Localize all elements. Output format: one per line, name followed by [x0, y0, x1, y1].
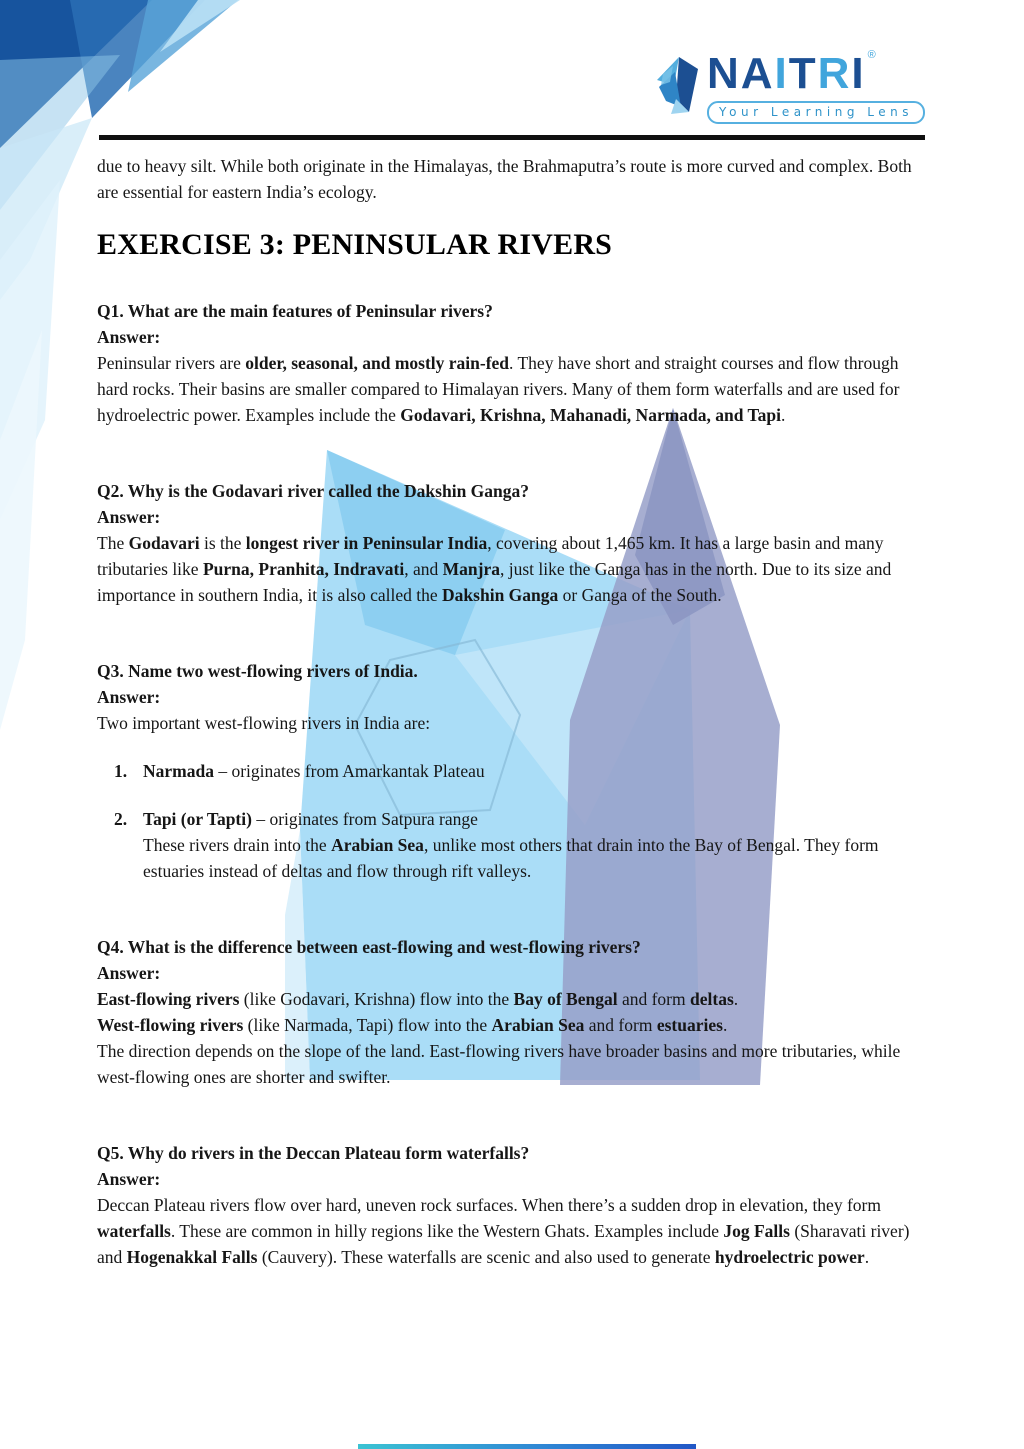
text-run: (Cauvery). These waterfalls are scenic and also used to generate — [257, 1247, 715, 1267]
text-run: , just like the Ganga has in the north. Due to its size and importance in southern India, it is also called the — [97, 559, 892, 605]
list-item-text — [143, 806, 927, 884]
bold-text-run: longest river in Peninsular India — [245, 533, 488, 553]
text-run: and form — [617, 989, 690, 1009]
text-run: Two important west-flowing rivers in India are: — [97, 713, 431, 733]
brand-logo — [99, 49, 925, 124]
question-heading: Q1. What are the main features of Peninsular rivers? — [97, 301, 493, 321]
bold-text-run: Bay of Bengal — [513, 989, 618, 1009]
bold-text-run: Godavari, Krishna, Mahanadi, Narmada, and Tapi — [400, 405, 781, 425]
bold-text-run: Arabian Sea — [491, 1015, 585, 1035]
header-divider-rule — [99, 135, 925, 140]
brand-text-block — [706, 49, 925, 124]
text-run: These rivers drain into the — [143, 835, 332, 855]
answer-label: Answer: — [97, 963, 161, 983]
answer-paragraph — [97, 530, 927, 608]
text-run: , and — [404, 559, 443, 579]
answer-label: Answer: — [97, 687, 161, 707]
qa-sections — [97, 298, 927, 1270]
brand-letter: T — [788, 49, 818, 98]
bold-text-run: older, seasonal, and mostly rain-fed — [245, 353, 510, 373]
text-run: and form — [584, 1015, 657, 1035]
text-run: Peninsular rivers are — [97, 353, 246, 373]
question-heading: Q4. What is the difference between east-flowing and west-flowing rivers? — [97, 937, 641, 957]
bold-text-run: Manjra — [442, 559, 500, 579]
text-run: , unlike most others that drain into the Bay of Bengal. They form estuaries instead of deltas and flow through rift valleys. — [143, 835, 879, 881]
question-heading: Q3. Name two west-flowing rivers of India. — [97, 661, 418, 681]
text-run: . — [780, 405, 786, 425]
text-run: The — [97, 533, 129, 553]
qa-section — [97, 298, 927, 428]
list-item — [97, 806, 927, 884]
text-run: is the — [199, 533, 246, 553]
qa-section — [97, 934, 927, 1090]
text-run: . These are common in hilly regions like the Western Ghats. Examples include — [170, 1221, 724, 1241]
brand-letter: I — [851, 49, 866, 98]
answer-paragraph — [97, 986, 927, 1090]
bold-text-run: Arabian Sea — [331, 835, 424, 855]
text-run: . They have short and straight courses and flow through hard rocks. Their basins are smaller compared to Himalayan rivers. Many of them form waterfalls and are used for hydroelectric power. Examples include the — [97, 353, 900, 425]
bold-text-run: Narmada — [143, 761, 214, 781]
answer-label: Answer: — [97, 327, 161, 347]
bold-text-run: deltas — [690, 989, 734, 1009]
bold-text-run: Jog Falls — [723, 1221, 790, 1241]
brand-letter: A — [740, 49, 775, 98]
bold-text-run: Godavari — [128, 533, 200, 553]
text-run: (like Godavari, Krishna) flow into the — [239, 989, 514, 1009]
bold-text-run: waterfalls — [97, 1221, 171, 1241]
list-item-text — [143, 758, 927, 784]
text-run: (Sharavati river) and — [97, 1221, 910, 1267]
brand-tagline: Your Learning Lens — [707, 101, 925, 124]
list-item — [97, 758, 927, 784]
brand-wordmark-letters — [706, 49, 866, 98]
brand-lens-icon — [653, 54, 701, 116]
bold-text-run: Tapi (or Tapti) — [143, 809, 252, 829]
answer-label: Answer: — [97, 507, 161, 527]
document-content — [97, 153, 927, 1270]
brand-letter: N — [706, 49, 741, 98]
bold-text-run: estuaries — [656, 1015, 723, 1035]
answer-label: Answer: — [97, 1169, 161, 1189]
bold-text-run: Dakshin Ganga — [442, 585, 559, 605]
answer-paragraph — [97, 710, 927, 736]
text-run: . — [722, 1015, 728, 1035]
answer-list — [97, 758, 927, 884]
list-item-number: 2. — [114, 809, 128, 829]
list-item-number: 1. — [114, 761, 128, 781]
bold-text-run: Purna, Pranhita, Indravati — [202, 559, 405, 579]
footer-gradient-bar — [358, 1444, 696, 1449]
text-run: – originates from Amarkantak Plateau — [213, 761, 485, 781]
text-run: , covering about 1,465 km. It has a large basin and many tributaries like — [97, 533, 884, 579]
text-run: . — [733, 989, 739, 1009]
qa-section — [97, 658, 927, 884]
bold-text-run: hydroelectric power — [714, 1247, 865, 1267]
bold-text-run: West-flowing rivers — [97, 1015, 244, 1035]
brand-letter: I — [774, 49, 789, 98]
brand-name-line — [706, 49, 876, 98]
qa-section — [97, 1140, 927, 1270]
text-run: . — [864, 1247, 870, 1267]
page-header — [99, 0, 925, 140]
text-run: or Ganga of the South. — [558, 585, 722, 605]
question-heading: Q5. Why do rivers in the Deccan Plateau form waterfalls? — [97, 1143, 530, 1163]
answer-paragraph — [97, 1192, 927, 1270]
question-heading: Q2. Why is the Godavari river called the Dakshin Ganga? — [97, 481, 530, 501]
text-run: (like Narmada, Tapi) flow into the — [243, 1015, 492, 1035]
text-run: – originates from Satpura range — [251, 809, 478, 829]
answer-paragraph — [97, 350, 927, 428]
registered-trademark-mark: ® — [867, 49, 876, 61]
section-title: EXERCISE 3: PENINSULAR RIVERS — [97, 228, 613, 261]
text-run: Deccan Plateau rivers flow over hard, uneven rock surfaces. When there’s a sudden drop in elevation, they form — [97, 1195, 881, 1215]
brand-letter: R — [817, 49, 852, 98]
text-run: The direction depends on the slope of the land. East-flowing rivers have broader basins and more tributaries, while west-flowing ones are shorter and swifter. — [97, 1041, 901, 1087]
bold-text-run: Hogenakkal Falls — [126, 1247, 258, 1267]
bold-text-run: East-flowing rivers — [97, 989, 240, 1009]
qa-section — [97, 478, 927, 608]
intro-paragraph: due to heavy silt. While both originate in the Himalayas, the Brahmaputra’s route is more curved and complex. Both are essential for eastern India’s ecology. — [97, 156, 912, 202]
